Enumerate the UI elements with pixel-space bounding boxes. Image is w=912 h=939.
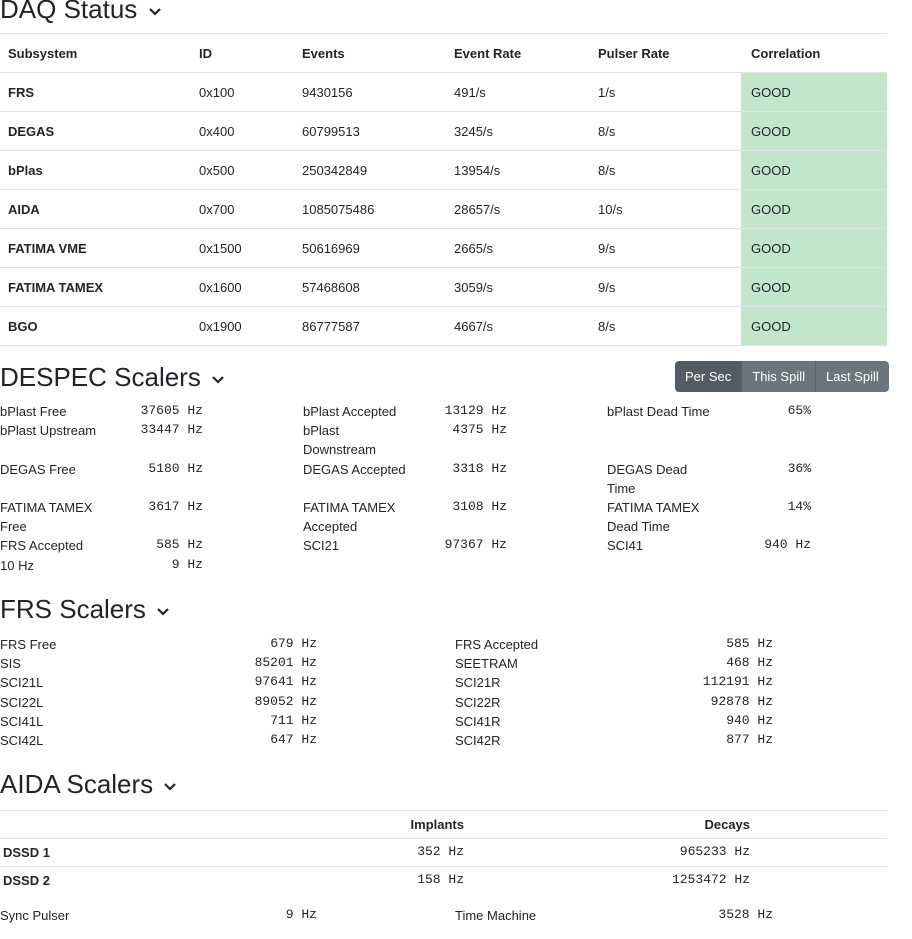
pulser-rate-cell: 8/s (590, 112, 741, 151)
dssd-name: DSSD 2 (3, 873, 50, 888)
id-cell: 0x1900 (191, 307, 294, 346)
pulser-rate-cell: 1/s (590, 73, 741, 112)
scaler-label: DEGAS Dead Time (607, 462, 688, 496)
scaler-label: Sync Pulser (0, 908, 70, 923)
scaler-value: 97367 Hz (444, 537, 507, 552)
events-cell: 86777587 (294, 307, 446, 346)
subsystem-cell: bPlas (0, 151, 191, 190)
events-cell: 1085075486 (294, 190, 446, 229)
scaler-value: 97641 Hz (254, 674, 317, 690)
divider (0, 838, 887, 839)
scaler-label: Time Machine (455, 908, 537, 923)
scaler-value: 112191 Hz (702, 674, 773, 690)
scaler-label: SCI22R (455, 694, 501, 710)
scaler-label: SCI21 (303, 538, 340, 553)
scaler-label: SEETRAM (455, 656, 518, 672)
event-rate-cell: 28657/s (446, 190, 590, 229)
scaler-value: 940 Hz (726, 712, 773, 728)
despec-scalers-title[interactable] (0, 362, 226, 392)
scaler-label: bPlast Downstream (303, 423, 376, 457)
correlation-cell: GOOD (741, 151, 887, 190)
chevron-down-icon (147, 3, 163, 19)
correlation-cell: GOOD (741, 190, 887, 229)
id-cell: 0x100 (191, 73, 294, 112)
chevron-down-icon (162, 778, 178, 794)
scaler-value: 468 Hz (726, 655, 773, 671)
pulser-rate-cell: 10/s (590, 190, 741, 229)
subsystem-cell: BGO (0, 307, 191, 346)
divider (0, 866, 887, 867)
correlation-cell: GOOD (741, 112, 887, 151)
scaler-value: 13129 Hz (444, 403, 507, 418)
event-rate-cell: 491/s (446, 73, 590, 112)
scaler-label: SCI22L (0, 694, 44, 710)
id-cell: 0x1600 (191, 268, 294, 307)
events-cell: 50616969 (294, 229, 446, 268)
id-cell: 0x700 (191, 190, 294, 229)
scaler-value: 711 Hz (270, 712, 317, 728)
table-row (0, 73, 887, 112)
this-spill-button[interactable]: This Spill (741, 361, 815, 392)
scaler-label: bPlast Upstream (0, 423, 97, 438)
events-cell: 250342849 (294, 151, 446, 190)
scaler-label: SCI42L (0, 733, 44, 748)
subsystem-cell: AIDA (0, 190, 191, 229)
scaler-value: 65% (787, 403, 811, 418)
aida-scalers-title-text: AIDA Scalers (0, 769, 154, 799)
daq-status-title[interactable] (0, 0, 163, 24)
scaler-label: DEGAS Free (0, 462, 76, 477)
scaler-value: 585 Hz (726, 636, 773, 651)
column-header: Event Rate (446, 34, 590, 73)
pulser-rate-cell: 8/s (590, 151, 741, 190)
chevron-down-icon (155, 603, 171, 619)
events-cell: 9430156 (294, 73, 446, 112)
scaler-value: 9 Hz (171, 557, 203, 572)
pulser-rate-cell: 8/s (590, 307, 741, 346)
scaler-value: 940 Hz (764, 537, 811, 552)
scaler-label: bPlast Free (0, 404, 67, 419)
event-rate-cell: 2665/s (446, 229, 590, 268)
scaler-label: SCI41R (455, 713, 501, 729)
correlation-cell: GOOD (741, 307, 887, 346)
event-rate-cell: 13954/s (446, 151, 590, 190)
despec-scalers-title-text: DESPEC Scalers (0, 362, 201, 392)
table-row (0, 151, 887, 190)
scaler-value: 679 Hz (270, 636, 317, 651)
pulser-rate-cell: 9/s (590, 229, 741, 268)
correlation-cell: GOOD (741, 268, 887, 307)
scaler-value: 89052 Hz (254, 693, 317, 709)
scaler-label: SCI42R (455, 733, 501, 748)
scaler-value: 647 Hz (270, 732, 317, 747)
pulser-rate-cell: 9/s (590, 268, 741, 307)
table-row (0, 229, 887, 268)
event-rate-cell: 4667/s (446, 307, 590, 346)
per-sec-button[interactable]: Per Sec (675, 361, 741, 392)
scaler-value: 14% (787, 499, 811, 514)
table-row (0, 307, 887, 346)
daq-status-title-text: DAQ Status (0, 0, 138, 24)
scaler-label: DEGAS Accepted (303, 462, 406, 477)
column-header: Pulser Rate (590, 34, 741, 73)
scaler-label: SIS (0, 656, 21, 672)
scaler-value: 33447 Hz (140, 422, 203, 437)
scaler-label: FRS Accepted (0, 538, 84, 553)
scaler-value: 877 Hz (726, 732, 773, 747)
correlation-cell: GOOD (741, 73, 887, 112)
scaler-value: 36% (787, 461, 811, 476)
scaler-value: 4375 Hz (452, 422, 507, 437)
frs-scalers-title-text: FRS Scalers (0, 594, 146, 624)
aida-scalers-title[interactable] (0, 769, 178, 799)
subsystem-cell: FATIMA VME (0, 229, 191, 268)
correlation-cell: GOOD (741, 229, 887, 268)
scaler-value: 3617 Hz (148, 499, 203, 514)
scaler-label: 10 Hz (0, 558, 34, 573)
events-cell: 60799513 (294, 112, 446, 151)
implants-value: 158 Hz (417, 872, 464, 887)
scaler-label: SCI41L (0, 713, 44, 729)
scaler-label: bPlast Accepted (303, 404, 397, 419)
scaler-value: 92878 Hz (710, 693, 773, 709)
daq-status-table (0, 34, 887, 346)
table-row (0, 112, 887, 151)
scaler-label: FRS Free (0, 637, 57, 652)
column-header: Correlation (741, 34, 887, 73)
events-cell: 57468608 (294, 268, 446, 307)
id-cell: 0x400 (191, 112, 294, 151)
scaler-label: FRS Accepted (455, 637, 539, 652)
frs-scalers-title[interactable] (0, 594, 171, 624)
last-spill-button[interactable]: Last Spill (815, 361, 889, 392)
subsystem-cell: DEGAS (0, 112, 191, 151)
table-row (0, 268, 887, 307)
scaler-value: 585 Hz (156, 537, 203, 552)
scaler-value: 37605 Hz (140, 403, 203, 418)
event-rate-cell: 3059/s (446, 268, 590, 307)
scaler-label: SCI21L (0, 675, 44, 691)
scaler-mode-button-group (675, 361, 889, 392)
scaler-value: 3528 Hz (718, 907, 773, 922)
subsystem-cell: FRS (0, 73, 191, 112)
scaler-value: 85201 Hz (254, 655, 317, 671)
scaler-value: 5180 Hz (148, 461, 203, 476)
table-row (0, 190, 887, 229)
scaler-value: 3318 Hz (452, 461, 507, 476)
scaler-value: 9 Hz (285, 907, 317, 922)
implants-column-header: Implants (410, 817, 464, 832)
dssd-name: DSSD 1 (3, 845, 50, 860)
column-header: Subsystem (0, 34, 191, 73)
decays-column-header: Decays (704, 817, 750, 832)
event-rate-cell: 3245/s (446, 112, 590, 151)
id-cell: 0x500 (191, 151, 294, 190)
divider (0, 810, 887, 811)
implants-value: 352 Hz (417, 844, 464, 859)
decays-value: 1253472 Hz (671, 872, 750, 887)
scaler-label: FATIMA TAMEX Dead Time (607, 500, 700, 534)
scaler-label: FATIMA TAMEX Free (0, 500, 93, 534)
column-header: ID (191, 34, 294, 73)
scaler-label: SCI21R (455, 675, 501, 691)
scaler-label: bPlast Dead Time (607, 404, 710, 419)
subsystem-cell: FATIMA TAMEX (0, 268, 191, 307)
chevron-down-icon (210, 371, 226, 387)
scaler-value: 3108 Hz (452, 499, 507, 514)
decays-value: 965233 Hz (679, 844, 750, 859)
scaler-label: SCI41 (607, 538, 644, 553)
scaler-label: FATIMA TAMEX Accepted (303, 500, 396, 534)
table-header-row (0, 34, 887, 73)
column-header: Events (294, 34, 446, 73)
id-cell: 0x1500 (191, 229, 294, 268)
